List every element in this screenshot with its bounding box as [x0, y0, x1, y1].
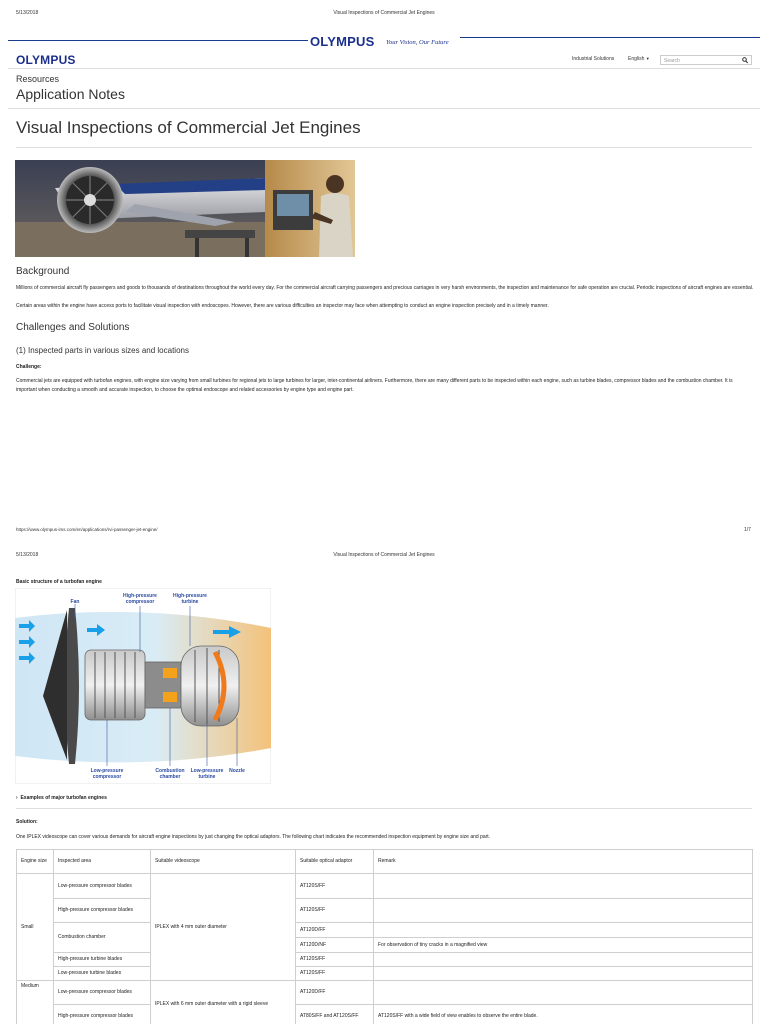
label-hp-turbine-1: High-pressure [173, 593, 207, 599]
th-videoscope: Suitable videoscope [151, 850, 296, 874]
examples-toggle[interactable] [16, 794, 107, 803]
solution-label: Solution: [16, 819, 38, 825]
cell-remark: AT120S/FF with a wide field of view enables to observe the entire blade. [374, 1005, 753, 1024]
cell-remark [374, 899, 753, 923]
label-combustion-2: chamber [159, 774, 181, 780]
label-hp-compressor-1: High-pressure [123, 593, 157, 599]
footer-page-number: 1/7 [744, 527, 751, 533]
equipment-table [16, 849, 753, 1024]
breadcrumb[interactable]: Resources [16, 74, 60, 84]
inspected-parts-subheading: (1) Inspected parts in various sizes and locations [16, 346, 189, 355]
print-title: Visual Inspections of Commercial Jet Engines [333, 10, 435, 16]
banner-rule-right [460, 37, 760, 38]
chevron-right-icon: › [16, 795, 18, 801]
print-date-2: 5/13/2018 [16, 552, 39, 558]
background-paragraph-1: Millions of commercial aircraft fly passengers and goods to thousands of destinations throughout the world every day. For the commercial aircraft carrying passengers and precious carriages in very harsh environments, the inspection and maintenance for safe operation are crucial. Periodic inspections of aircraft engines are essential. [16, 285, 754, 291]
cell-adaptor: AT120D/FF [296, 981, 374, 1005]
cell-area: High-pressure compressor blades [54, 899, 151, 923]
cell-adaptor: AT120S/FF [296, 874, 374, 899]
challenge-label: Challenge: [16, 364, 42, 370]
page-title: Visual Inspections of Commercial Jet Engines [16, 118, 361, 137]
table-row [17, 874, 753, 899]
label-hp-compressor-2: compressor [125, 599, 155, 605]
cell-area: Low-pressure turbine blades [54, 967, 151, 981]
cell-area: Combustion chamber [54, 923, 151, 953]
th-engine-size: Engine size [17, 850, 54, 874]
label-lp-turbine-1: Low-pressure [190, 768, 224, 774]
table-header-row [17, 850, 753, 874]
label-lp-compressor-2: compressor [92, 774, 122, 780]
challenge-paragraph: Commercial jets are equipped with turbofan engines, with engine size varying from small turbines for regional jets to large turbines for larger, inter-continental airliners. Furthermore, there are many different parts to be inspected within each engine, such as turbine blades, compressor blades and the combustion chamber. It is important when conducting a smooth and accurate inspection, to choose the optimal endoscope and related accessories by engine type and engine part. [16, 378, 733, 393]
label-hp-turbine-2: turbine [181, 599, 199, 605]
print-title-2: Visual Inspections of Commercial Jet Engines [333, 552, 435, 558]
print-date: 5/13/2018 [16, 10, 39, 16]
site-logo[interactable]: OLYMPUS [16, 53, 76, 67]
banner-logo[interactable]: OLYMPUS [310, 34, 375, 49]
table-row [17, 953, 753, 967]
cell-remark [374, 981, 753, 1005]
cell-adaptor: AT120D/FF [296, 923, 374, 938]
title-divider [16, 147, 752, 148]
cell-videoscope-small: IPLEX with 4 mm outer diameter [151, 874, 296, 981]
turbofan-diagram [15, 588, 271, 784]
search-placeholder: Search [664, 58, 680, 64]
th-remark: Remark [374, 850, 753, 874]
cell-remark [374, 967, 753, 981]
cell-engine-size-medium: Medium [17, 981, 54, 1024]
cell-remark: For observation of tiny cracks in a magnified view [374, 938, 753, 953]
header-divider [8, 68, 760, 69]
table-row [17, 899, 753, 923]
table-row [17, 1005, 753, 1024]
table-row [17, 923, 753, 938]
section-divider [8, 108, 760, 109]
banner-rule-left [8, 40, 308, 41]
label-nozzle: Nozzle [229, 768, 245, 774]
search-icon[interactable] [742, 57, 748, 64]
label-lp-turbine-2: turbine [198, 774, 216, 780]
cell-area: High-pressure compressor blades [54, 1005, 151, 1024]
cell-adaptor: AT80S/FF and AT120S/FF [296, 1005, 374, 1024]
nav-industrial-solutions[interactable]: Industrial Solutions [572, 56, 615, 62]
banner-tagline: Your Vision, Our Future [386, 39, 449, 46]
label-lp-compressor-1: Low-pressure [90, 768, 124, 774]
cell-adaptor: AT120S/FF [296, 967, 374, 981]
diagram-title: Basic structure of a turbofan engine [16, 579, 102, 585]
th-optical-adaptor: Suitable optical adaptor [296, 850, 374, 874]
cell-adaptor: AT120S/FF [296, 953, 374, 967]
cell-area: Low-pressure compressor blades [54, 874, 151, 899]
cell-videoscope-medium: IPLEX with 6 mm outer diameter with a rigid sleeve [151, 981, 296, 1024]
cell-adaptor: AT120S/FF [296, 899, 374, 923]
challenges-heading: Challenges and Solutions [16, 322, 130, 333]
examples-label: Examples of major turbofan engines [20, 795, 107, 801]
table-row [17, 967, 753, 981]
search-input[interactable] [660, 55, 752, 65]
label-fan: Fan [70, 599, 80, 605]
solution-paragraph: One IPLEX videoscope can cover various demands for aircraft engine inspections by just changing the optical adaptors. The following chart indicates the recommended inspection equipment by engine size and part. [16, 834, 491, 840]
hero-image [15, 160, 355, 257]
cell-area: High-pressure turbine blades [54, 953, 151, 967]
cell-remark [374, 923, 753, 938]
cell-remark [374, 874, 753, 899]
footer-url[interactable]: https://www.olympus-ims.com/en/applications/rvi-passenger-jet-engine/ [16, 527, 158, 532]
background-paragraph-2: Certain areas within the engine have access ports to facilitate visual inspection with endoscopes. However, there are various difficulties an inspector may face when attempting to conduct an engine inspection precisely and in a timely manner. [16, 303, 549, 309]
language-selector[interactable] [628, 56, 650, 62]
cell-area: Low-pressure compressor blades [54, 981, 151, 1005]
cell-engine-size-small: Small [17, 874, 54, 981]
examples-divider [16, 808, 752, 809]
section-title: Application Notes [16, 86, 125, 102]
language-label: English [628, 56, 645, 62]
cell-adaptor: AT120D/NF [296, 938, 374, 953]
cell-remark [374, 953, 753, 967]
label-combustion-1: Combustion [155, 768, 185, 774]
table-row [17, 981, 753, 1005]
caret-down-icon: ▼ [645, 56, 650, 61]
background-heading: Background [16, 266, 70, 277]
th-inspected-area: Inspected area [54, 850, 151, 874]
